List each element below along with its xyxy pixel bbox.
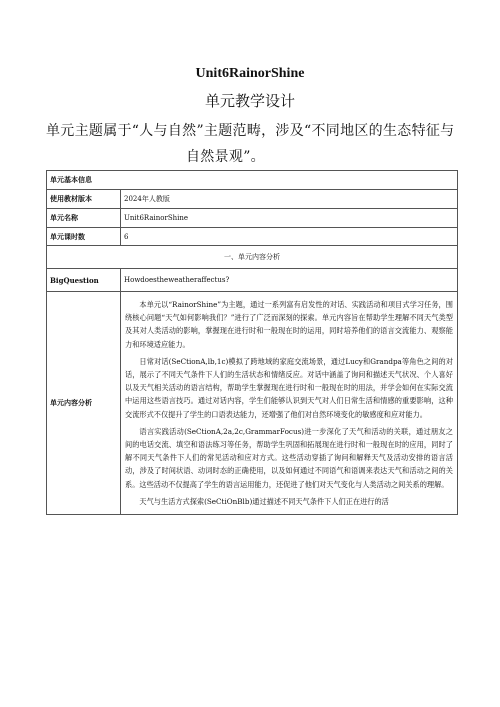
row-label-unit-name: 单元名称 xyxy=(47,209,121,228)
row-value-unit-name: Unit6RainorShine xyxy=(121,209,458,228)
big-question-label: BigQuestion xyxy=(47,269,121,292)
table-row xyxy=(47,228,458,246)
row-value-textbook: 2024年人教版 xyxy=(121,190,458,209)
table-row xyxy=(47,292,458,515)
unit-design-table xyxy=(46,170,458,515)
content-analysis-body xyxy=(121,292,458,515)
paragraph: 本单元以“RainorShine”为主题，通过一系列富有启发性的对话、实践活动和项目式学习任务，围绕核心问题“天气如何影响我们？”进行了广泛而深刻的探索。单元内容旨在帮助学生理解不同天气类型及其对人类活动的影响，掌握现在进行时和一般现在时的运用，同时培养他们的语言交流能力、观察能力和环境适应能力。 xyxy=(125,300,453,349)
table-row xyxy=(47,269,458,292)
big-question-value: Howdoestheweatheraffectus? xyxy=(121,269,458,292)
paragraph: 日常对话(SeCtionA,lb,1c)模拟了跨地域的家庭交流场景，通过Lucy和Grandpa等角色之间的对话，展示了不同天气条件下人们的生活状态和情绪反应。对话中涵盖了询问和描述天气状况、个人喜好以及天气相关活动的语言结构，帮助学生掌握现在进行时和一般现在时的用法，并学会如何在实际交流中运用这些语言技巧。通过对话内容，学生们能够认识到天气对人们日常生活和情感的重要影响，这种交流形式不仅提升了学生的口语表达能力，还增强了他们对自然环境变化的敏感度和应对能力。 xyxy=(125,356,453,419)
document-subtitle: 单元教学设计 xyxy=(204,92,295,110)
section-header: 一、单元内容分析 xyxy=(47,246,458,269)
intro-text-line-2: 自然景观”。 xyxy=(186,149,265,165)
content-analysis-label: 单元内容分析 xyxy=(47,292,121,515)
paragraph: 语言实践活动(SeCtionA,2a,2c,GrammarFocus)进一步深化了天气和活动的关联，通过朋友之间的电话交流、填空和语法练习等任务，帮助学生巩固和拓展现在进行时和一般现在时的应用，同时了解不同天气条件下人们的常见活动和应对方式。这些活动穿插了询问和解释天气及活动安排的语言活动，涉及了时间状语、动词时态的正确使用，以及如何通过不同语气和语调来表达天气和活动之间的关系。这些活动不仅提高了学生的语言运用能力，还促进了他们对天气变化与人类活动之间关系的理解。 xyxy=(125,426,453,489)
basic-info-header: 单元基本信息 xyxy=(47,171,458,190)
document-title: Unit6RainorShine xyxy=(195,66,305,81)
intro-text-line-1: 单元主题属于“人与自然”主题范畴，涉及“不同地区的生态特征与 xyxy=(46,123,455,139)
row-value-lessons: 6 xyxy=(121,228,458,246)
row-label-textbook: 使用教材版本 xyxy=(47,190,121,209)
table-row xyxy=(47,209,458,228)
row-label-lessons: 单元课时数 xyxy=(47,228,121,246)
paragraph: 天气与生活方式探索(SeCtiOnBlb)通过描述不同天气条件下人们正在进行的活 xyxy=(139,496,389,506)
table-row xyxy=(47,190,458,209)
